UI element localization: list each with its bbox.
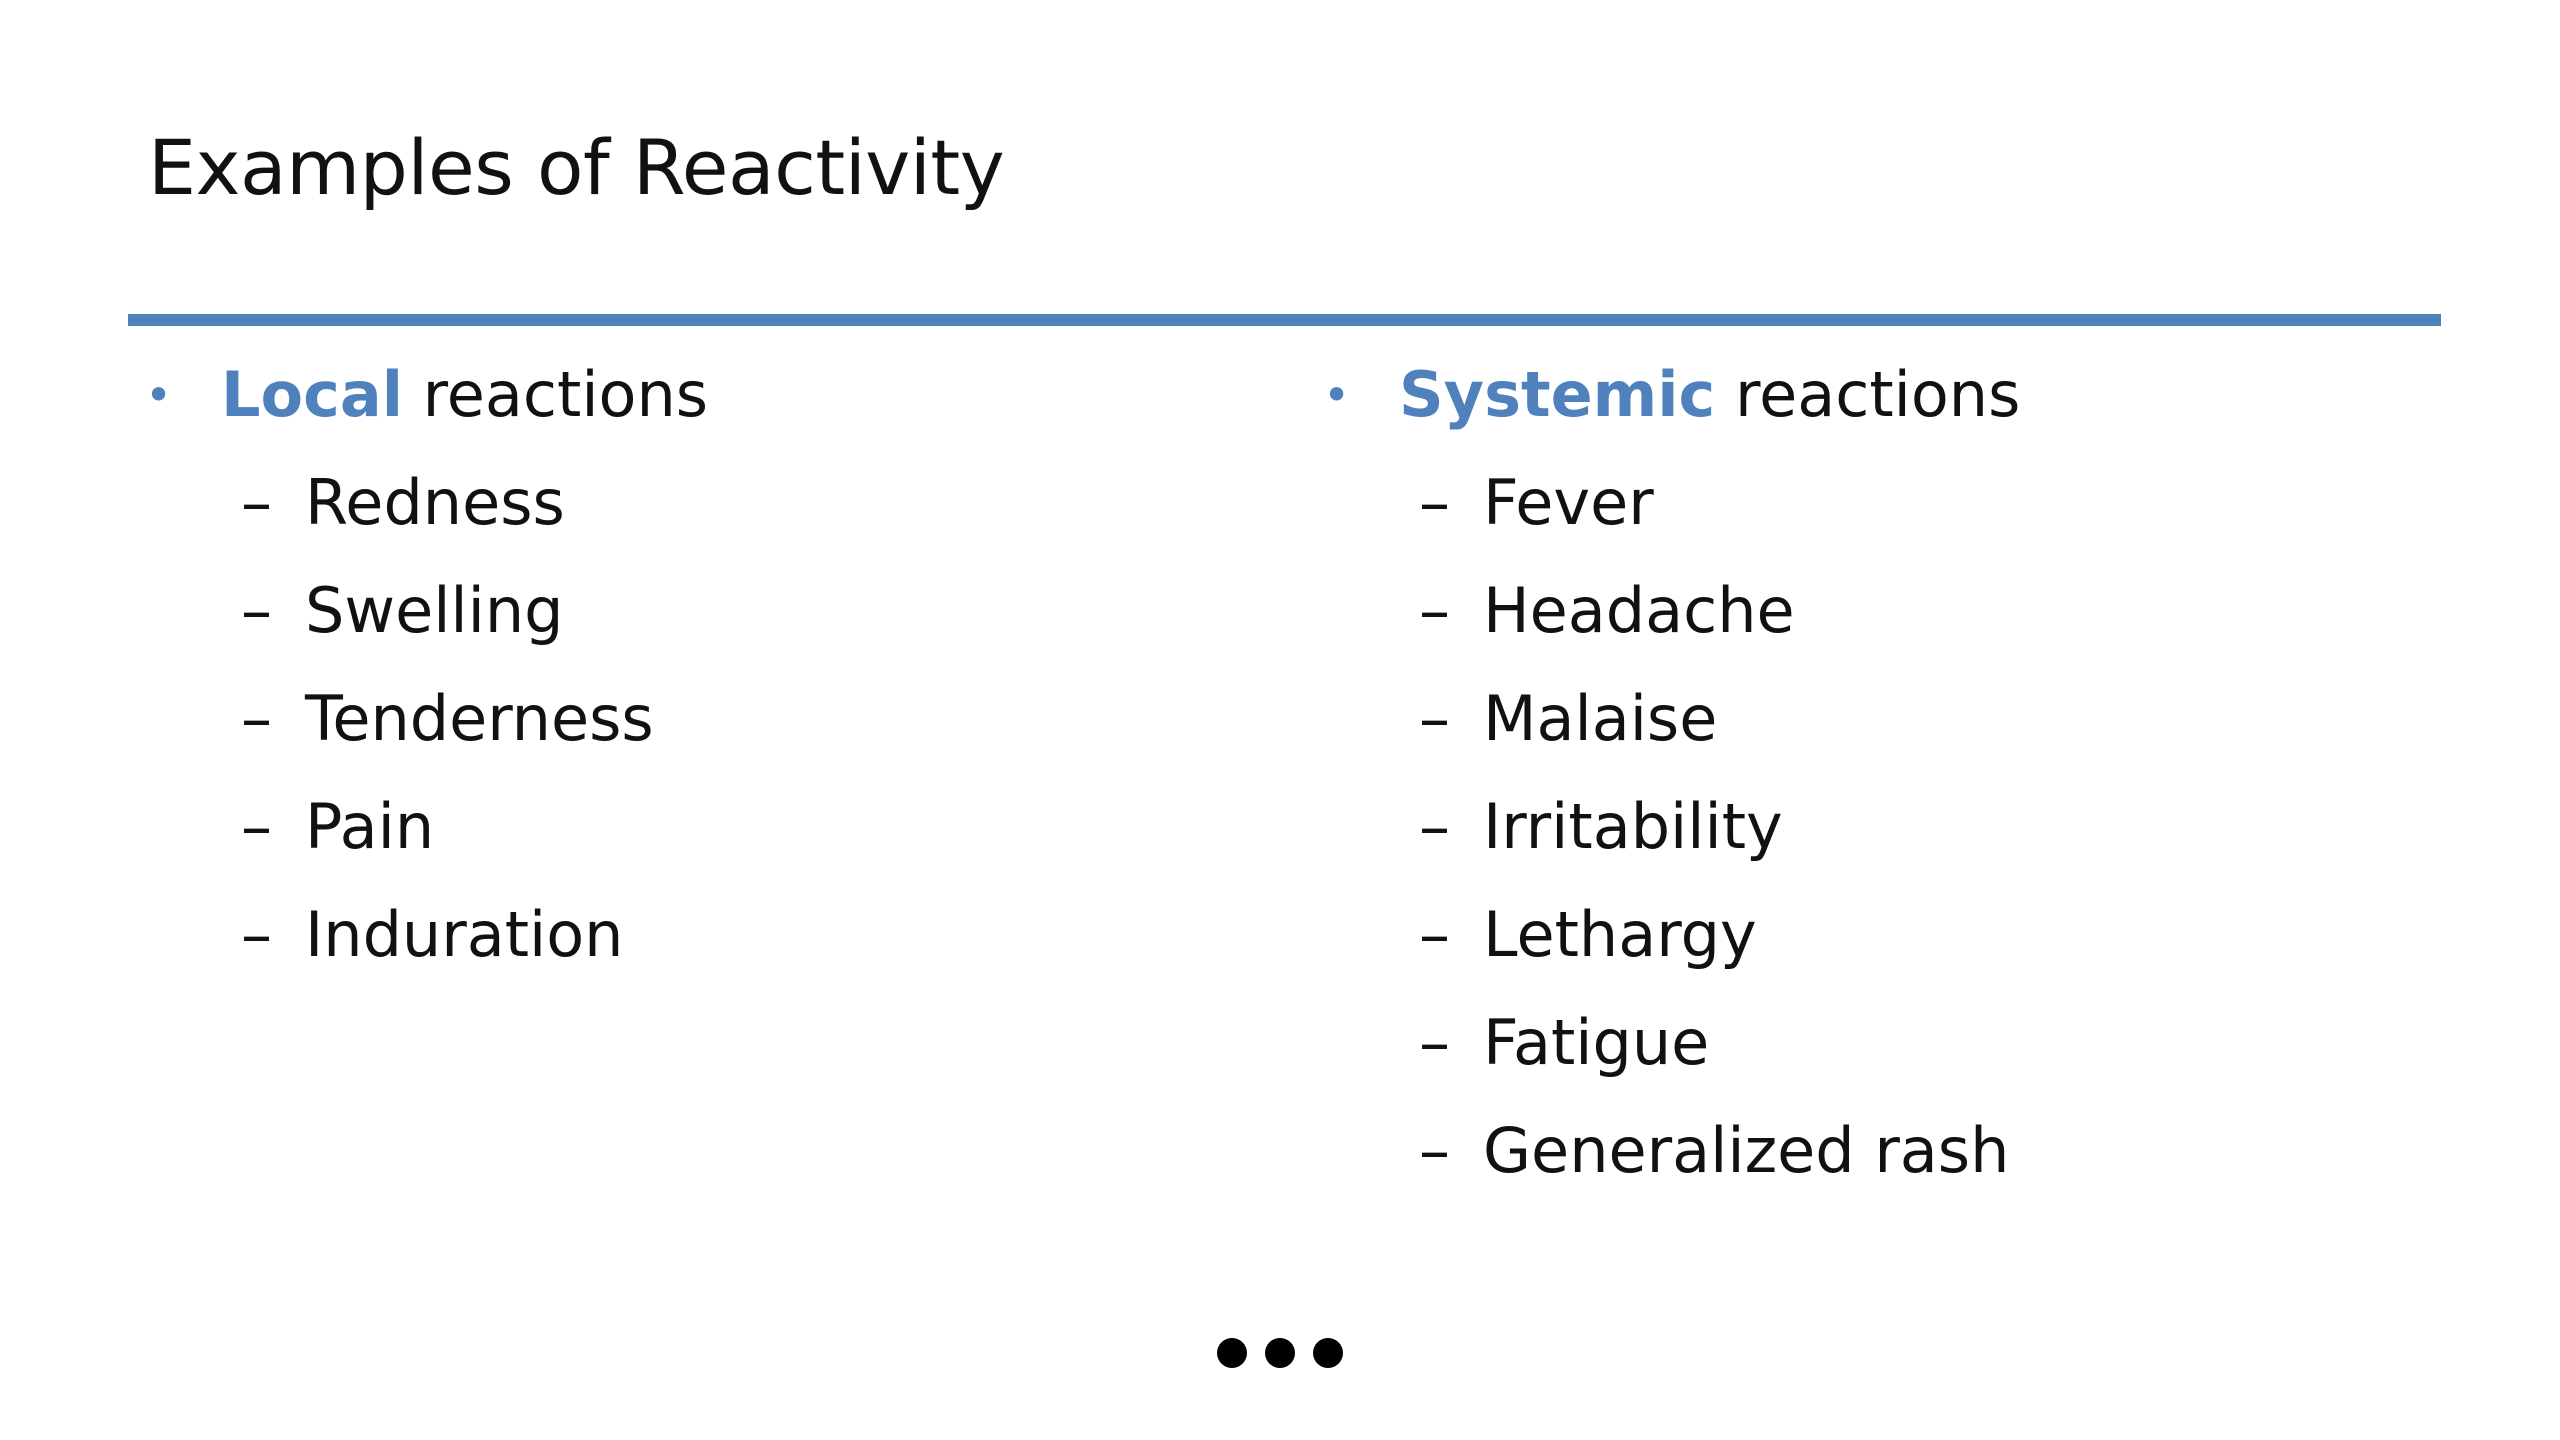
dash-icon: –: [241, 466, 272, 539]
bullet-icon: •: [1323, 368, 1351, 422]
dot: [1217, 1338, 1247, 1368]
dash-icon: –: [241, 898, 272, 971]
dash-icon: –: [1419, 898, 1450, 971]
systemic-keyword: Systemic: [1399, 358, 1716, 431]
dash-icon: –: [1419, 574, 1450, 647]
slide-title: Examples of Reactivity: [148, 123, 1005, 212]
title-underline: [128, 314, 2441, 326]
systemic-heading-rest: reactions: [1715, 358, 2021, 431]
local-keyword: Local: [221, 358, 403, 431]
dash-icon: –: [1419, 1006, 1450, 1079]
dash-icon: –: [241, 790, 272, 863]
local-heading-rest: reactions: [402, 358, 709, 431]
more-dots-icon: [0, 1338, 2560, 1398]
dash-icon: –: [241, 682, 272, 755]
bullet-icon: •: [145, 368, 173, 422]
dot: [1265, 1338, 1295, 1368]
dash-icon: –: [241, 574, 272, 647]
dash-icon: –: [1419, 682, 1450, 755]
dash-icon: –: [1419, 790, 1450, 863]
dot: [1313, 1338, 1343, 1368]
dash-icon: –: [1419, 1114, 1450, 1187]
slide: Examples of Reactivity • Local reactions – Redness – Swelling – Tenderness – Pain – Induration • Systemic reactions – Fever – Headache – Malaise – Irritability – Lethargy – Fatigue – Generalized rash: [0, 0, 2560, 1440]
dash-icon: –: [1419, 466, 1450, 539]
